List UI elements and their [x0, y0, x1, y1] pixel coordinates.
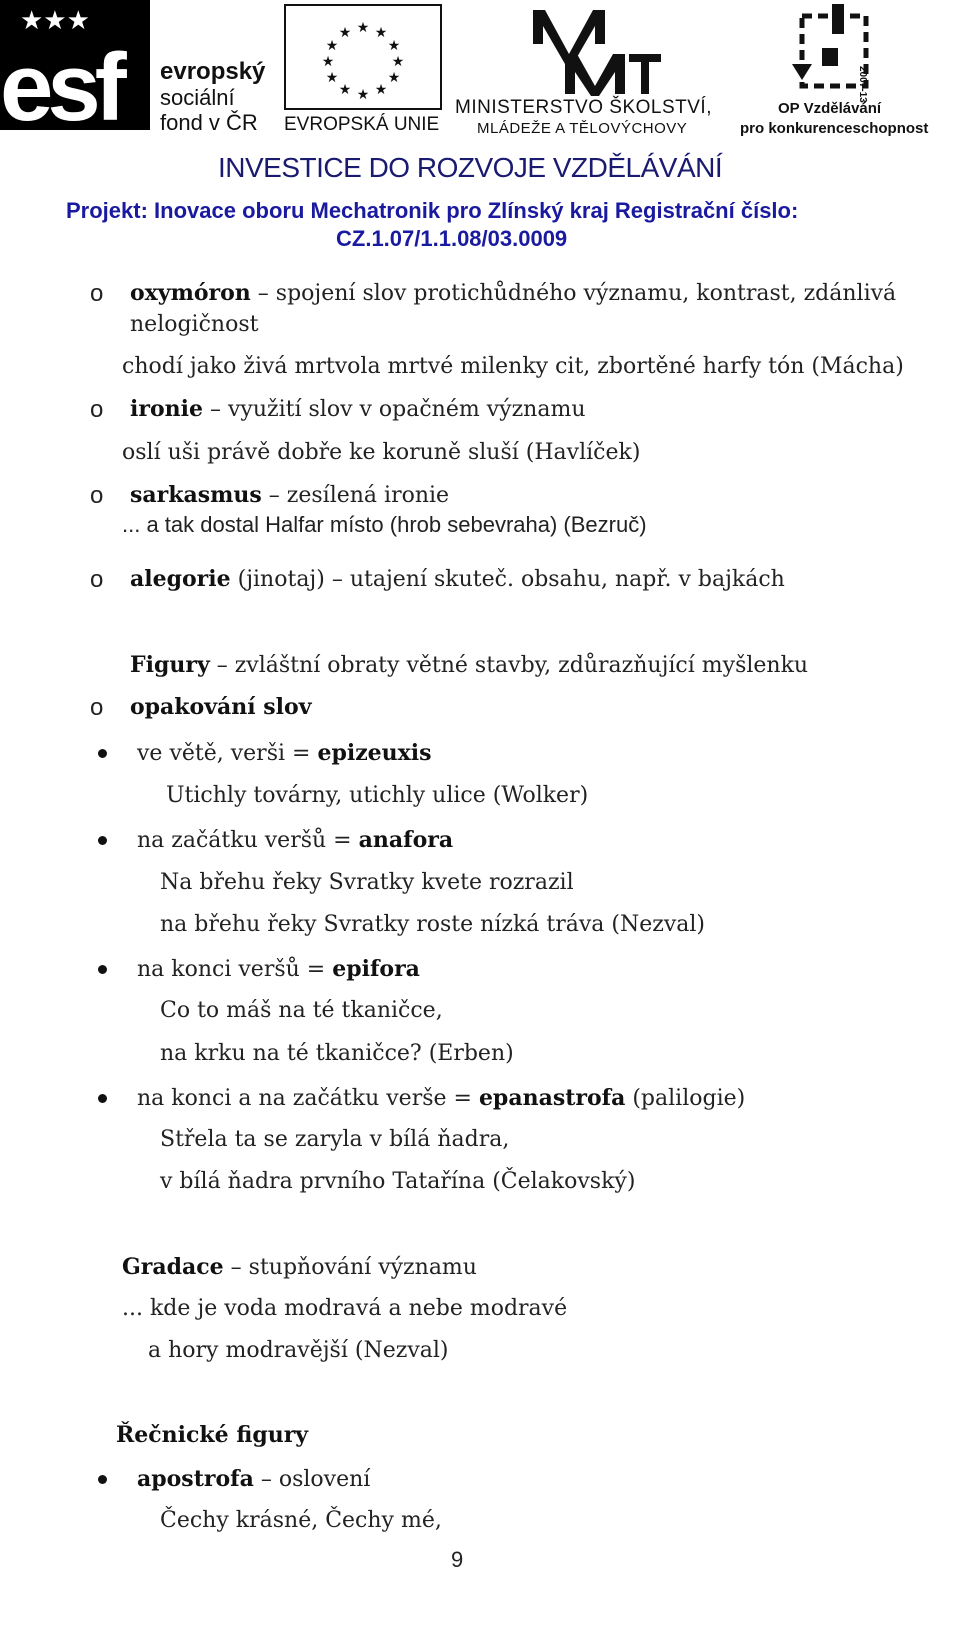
svg-text:★: ★ — [374, 25, 388, 41]
bullet-dot-icon — [98, 836, 107, 845]
svg-text:★: ★ — [387, 70, 401, 86]
svg-text:★: ★ — [356, 87, 370, 103]
bullet-dot-icon — [98, 749, 107, 758]
anafora-prefix: na začátku veršů = — [137, 828, 359, 853]
epifora-term: epifora — [332, 956, 420, 982]
oxymoron-term: oxymóron — [130, 280, 251, 306]
bullet-o-icon: o — [90, 280, 104, 307]
apostrofa-term: apostrofa — [137, 1466, 254, 1492]
sarkasmus-example: ... a tak dostal Halfar místo (hrob sebevraha) (Bezruč) — [122, 512, 647, 537]
alegorie-term: alegorie — [130, 566, 231, 592]
gradace-term: Gradace — [122, 1254, 224, 1280]
gradace-definition: – stupňování významu — [223, 1255, 477, 1280]
esf-logo-big: esf — [0, 34, 121, 141]
op-line2: pro konkurenceschopnost — [740, 120, 929, 137]
esf-logo-line1: evropský — [160, 58, 266, 85]
anafora-example-2: na břehu řeky Svratky roste nízká tráva (Nezval) — [160, 912, 706, 937]
epanastrofa-example-2: v bílá ňadra prvního Tatařína (Čelakovský) — [160, 1169, 636, 1194]
anafora-example-1: Na břehu řeky Svratky kvete rozrazil — [160, 870, 574, 895]
figury-line — [130, 652, 808, 678]
msmt-line1: MINISTERSTVO ŠKOLSTVÍ, — [455, 97, 712, 118]
svg-text:★: ★ — [321, 54, 335, 70]
epanastrofa-term: epanastrofa — [478, 1085, 626, 1111]
page-number: 9 — [451, 1547, 464, 1572]
gradace-line — [122, 1254, 477, 1280]
epizeuxis-prefix: ve větě, verši = — [137, 741, 318, 766]
bullet-dot-icon — [98, 1475, 107, 1484]
epanastrofa-prefix: na konci a na začátku verše = — [137, 1086, 479, 1111]
svg-text:★: ★ — [325, 38, 339, 54]
oxymoron-line — [130, 280, 896, 306]
gradace-example-1: ... kde je voda modravá a nebe modravé — [122, 1296, 568, 1321]
esf-logo-stars: ★★★ — [20, 6, 90, 36]
svg-text:★: ★ — [325, 70, 339, 86]
epizeuxis-example: Utichly továrny, utichly ulice (Wolker) — [166, 783, 589, 808]
ironie-definition: – využití slov v opačném významu — [202, 397, 586, 422]
op-line1: OP Vzdělávání — [778, 100, 882, 117]
epanastrofa-example-1: Střela ta se zaryla v bílá ňadra, — [160, 1127, 510, 1152]
esf-logo — [0, 0, 275, 140]
bullet-o-icon: o — [90, 396, 104, 423]
oxymoron-definition-cont: nelogičnost — [130, 312, 259, 337]
project-line-2: CZ.1.07/1.1.08/03.0009 — [336, 226, 568, 251]
project-line-1: Projekt: Inovace oboru Mechatronik pro Zlínský kraj Registrační číslo: — [66, 198, 799, 223]
oxymoron-example: chodí jako živá mrtvola mrtvé milenky cit, zbortěné harfy tón (Mácha) — [122, 354, 904, 379]
anafora-term: anafora — [358, 827, 454, 853]
esf-logo-line2: sociální — [160, 85, 235, 110]
gradace-example-2: a hory modravější (Nezval) — [148, 1338, 449, 1363]
svg-text:★: ★ — [391, 54, 405, 70]
apostrofa-definition: – oslovení — [253, 1467, 371, 1492]
svg-text:★: ★ — [338, 82, 352, 98]
eu-stars-icon — [286, 6, 440, 108]
msmt-emblem-icon — [525, 4, 665, 96]
alegorie-line — [130, 566, 785, 592]
svg-text:★: ★ — [356, 20, 370, 36]
epizeuxis-term: epizeuxis — [317, 740, 432, 766]
bullet-o-icon: o — [90, 482, 104, 509]
msmt-logo — [455, 4, 730, 139]
op-emblem-icon — [782, 4, 892, 96]
bullet-dot-icon — [98, 965, 107, 974]
ironie-example: oslí uši právě dobře ke koruně sluší (Havlíček) — [122, 440, 641, 465]
epanastrofa-suffix: (palilogie) — [625, 1086, 746, 1111]
opakovani-term: opakování slov — [130, 694, 312, 720]
investice-heading: INVESTICE DO ROZVOJE VZDĚLÁVÁNÍ — [218, 152, 723, 183]
ironie-term: ironie — [130, 396, 203, 422]
svg-text:★: ★ — [387, 38, 401, 54]
epifora-example-2: na krku na té tkaničce? (Erben) — [160, 1041, 514, 1066]
ironie-line — [130, 396, 585, 422]
op-logo — [740, 4, 955, 139]
figury-definition: – zvláštní obraty větné stavby, zdůrazňující myšlenku — [209, 653, 809, 678]
eu-logo — [284, 4, 444, 139]
esf-logo-line3: fond v ČR — [160, 110, 258, 135]
epizeuxis-line — [137, 740, 432, 766]
sarkasmus-term: sarkasmus — [130, 482, 262, 508]
oxymoron-definition: – spojení slov protichůdného významu, kontrast, zdánlivá — [250, 281, 897, 306]
bullet-o-icon: o — [90, 694, 104, 721]
recnicke-figury-heading: Řečnické figury — [116, 1422, 309, 1448]
epifora-line — [137, 956, 420, 982]
msmt-line2: MLÁDEŽE A TĚLOVÝCHOVY — [477, 120, 688, 137]
svg-text:★: ★ — [338, 25, 352, 41]
alegorie-definition: (jinotaj) – utajení skuteč. obsahu, např. v bajkách — [230, 567, 785, 592]
apostrofa-example: Čechy krásné, Čechy mé, — [160, 1508, 442, 1533]
anafora-line — [137, 827, 453, 853]
apostrofa-line — [137, 1466, 370, 1492]
sarkasmus-definition: – zesílená ironie — [261, 483, 450, 508]
epifora-prefix: na konci veršů = — [137, 957, 333, 982]
svg-text:★: ★ — [374, 82, 388, 98]
bullet-dot-icon — [98, 1094, 107, 1103]
eu-flag — [284, 4, 442, 110]
bullet-o-icon: o — [90, 566, 104, 593]
epanastrofa-line — [137, 1085, 745, 1111]
epifora-example-1: Co to máš na té tkaničce, — [160, 998, 443, 1023]
sarkasmus-line — [130, 482, 449, 508]
op-years: 2007-13 — [857, 66, 868, 103]
figury-term: Figury — [130, 652, 210, 678]
eu-label: EVROPSKÁ UNIE — [284, 114, 440, 135]
